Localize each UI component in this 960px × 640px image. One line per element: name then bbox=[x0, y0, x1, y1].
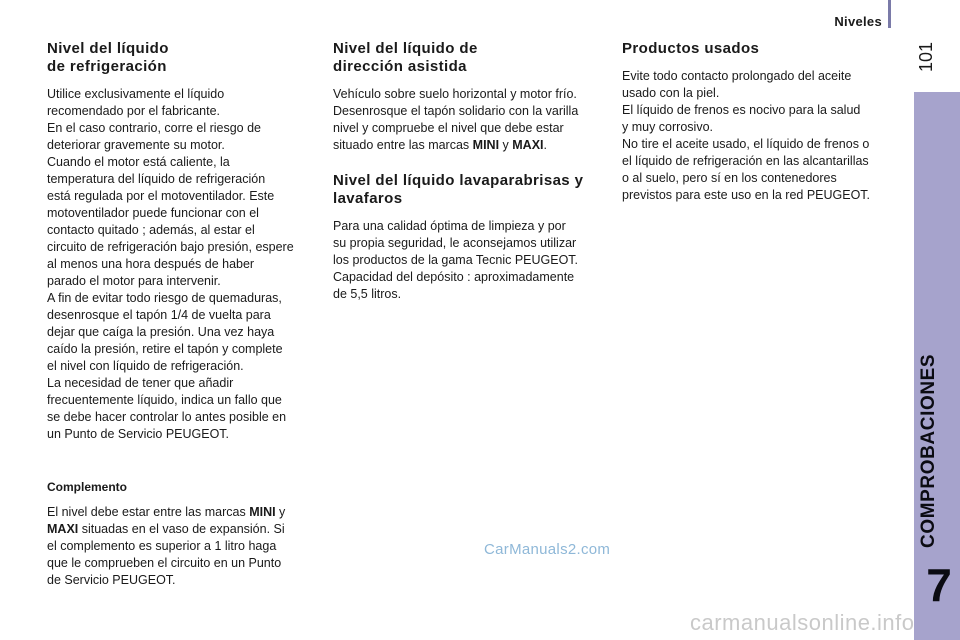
header-rule bbox=[888, 0, 891, 28]
chapter-title: COMPROBACIONES bbox=[918, 353, 939, 548]
maxi-mark: MAXI bbox=[47, 522, 79, 536]
power-steering-body: Vehículo sobre suelo horizontal y motor frío. Desenrosque el tapón solidario con la varilla nivel y compruebe el nivel que debe estar situado entre las marcas MINI y MAXI. bbox=[333, 87, 579, 152]
coolant-body: Utilice exclusivamente el líquido recomendado por el fabricante. En el caso contrario, corre el riesgo de deteriorar gravemente su motor. Cuando el motor está caliente, la temperatura del líquido de refrigeración está regulada por el motoventilador. Este motoventilador puede funcionar con el contacto quitado ; además, al estar el circuito de refrigeración bajo presión, espere al menos una hora después de haber parado el motor para intervenir. A fin de evitar todo riesgo de quemaduras, desenrosque el tapón 1/4 de vuelta para dejar que caíga la presión. Una vez haya caído la presión, retire el tapón y complete el nivel con líquido de refrigeración. La necesidad de tener que añadir frecuentemente líquido, indica un fallo que se debe hacer controlar lo antes posible en un Punto de Servicio PEUGEOT. bbox=[47, 87, 294, 441]
section-header-title: Niveles bbox=[834, 14, 882, 29]
used-products-heading: Productos usados bbox=[622, 40, 760, 57]
mini-mark: MINI bbox=[249, 505, 276, 519]
power-steering-heading: Nivel del líquido de dirección asistida bbox=[333, 40, 478, 75]
watermark-carmanualsonline: carmanualsonline.info bbox=[690, 610, 915, 635]
washer-heading: Nivel del líquido lavaparabrisas y lavafaros bbox=[333, 172, 584, 207]
maxi-mark-2: MAXI bbox=[512, 138, 544, 152]
page-number: 101 bbox=[916, 41, 936, 72]
coolant-heading: Nivel del líquido de refrigeración bbox=[47, 40, 169, 75]
complement-body: El nivel debe estar entre las marcas MINI y MAXI situadas en el vaso de expansión. Si el complemento es superior a 1 litro haga que le comprueben el circuito en un Punto de Servicio PEUGEOT. bbox=[47, 505, 286, 587]
used-products-body: Evite todo contacto prolongado del aceite usado con la piel. El líquido de frenos es nocivo para la salud y muy corrosivo. No tire el aceite usado, el líquido de frenos o el líquido de refrigeración en las alcantarillas o al suelo, pero sí en los contenedores previstos para este uso en la red PEUGEOT. bbox=[622, 69, 871, 202]
mini-mark-2: MINI bbox=[472, 138, 500, 152]
column-coolant bbox=[47, 40, 319, 589]
column-used-products bbox=[622, 40, 896, 204]
chapter-number: 7 bbox=[926, 559, 952, 611]
column-power-steering bbox=[333, 40, 605, 303]
complement-subheading: Complemento bbox=[47, 480, 128, 494]
washer-body: Para una calidad óptima de limpieza y por su propia seguridad, le aconsejamos utilizar los productos de la gama Tecnic PEUGEOT. Capacidad del depósito : aproximadamente de 5,5 litros. bbox=[333, 219, 579, 301]
watermark-carmanuals: CarManuals2.com bbox=[484, 541, 611, 558]
